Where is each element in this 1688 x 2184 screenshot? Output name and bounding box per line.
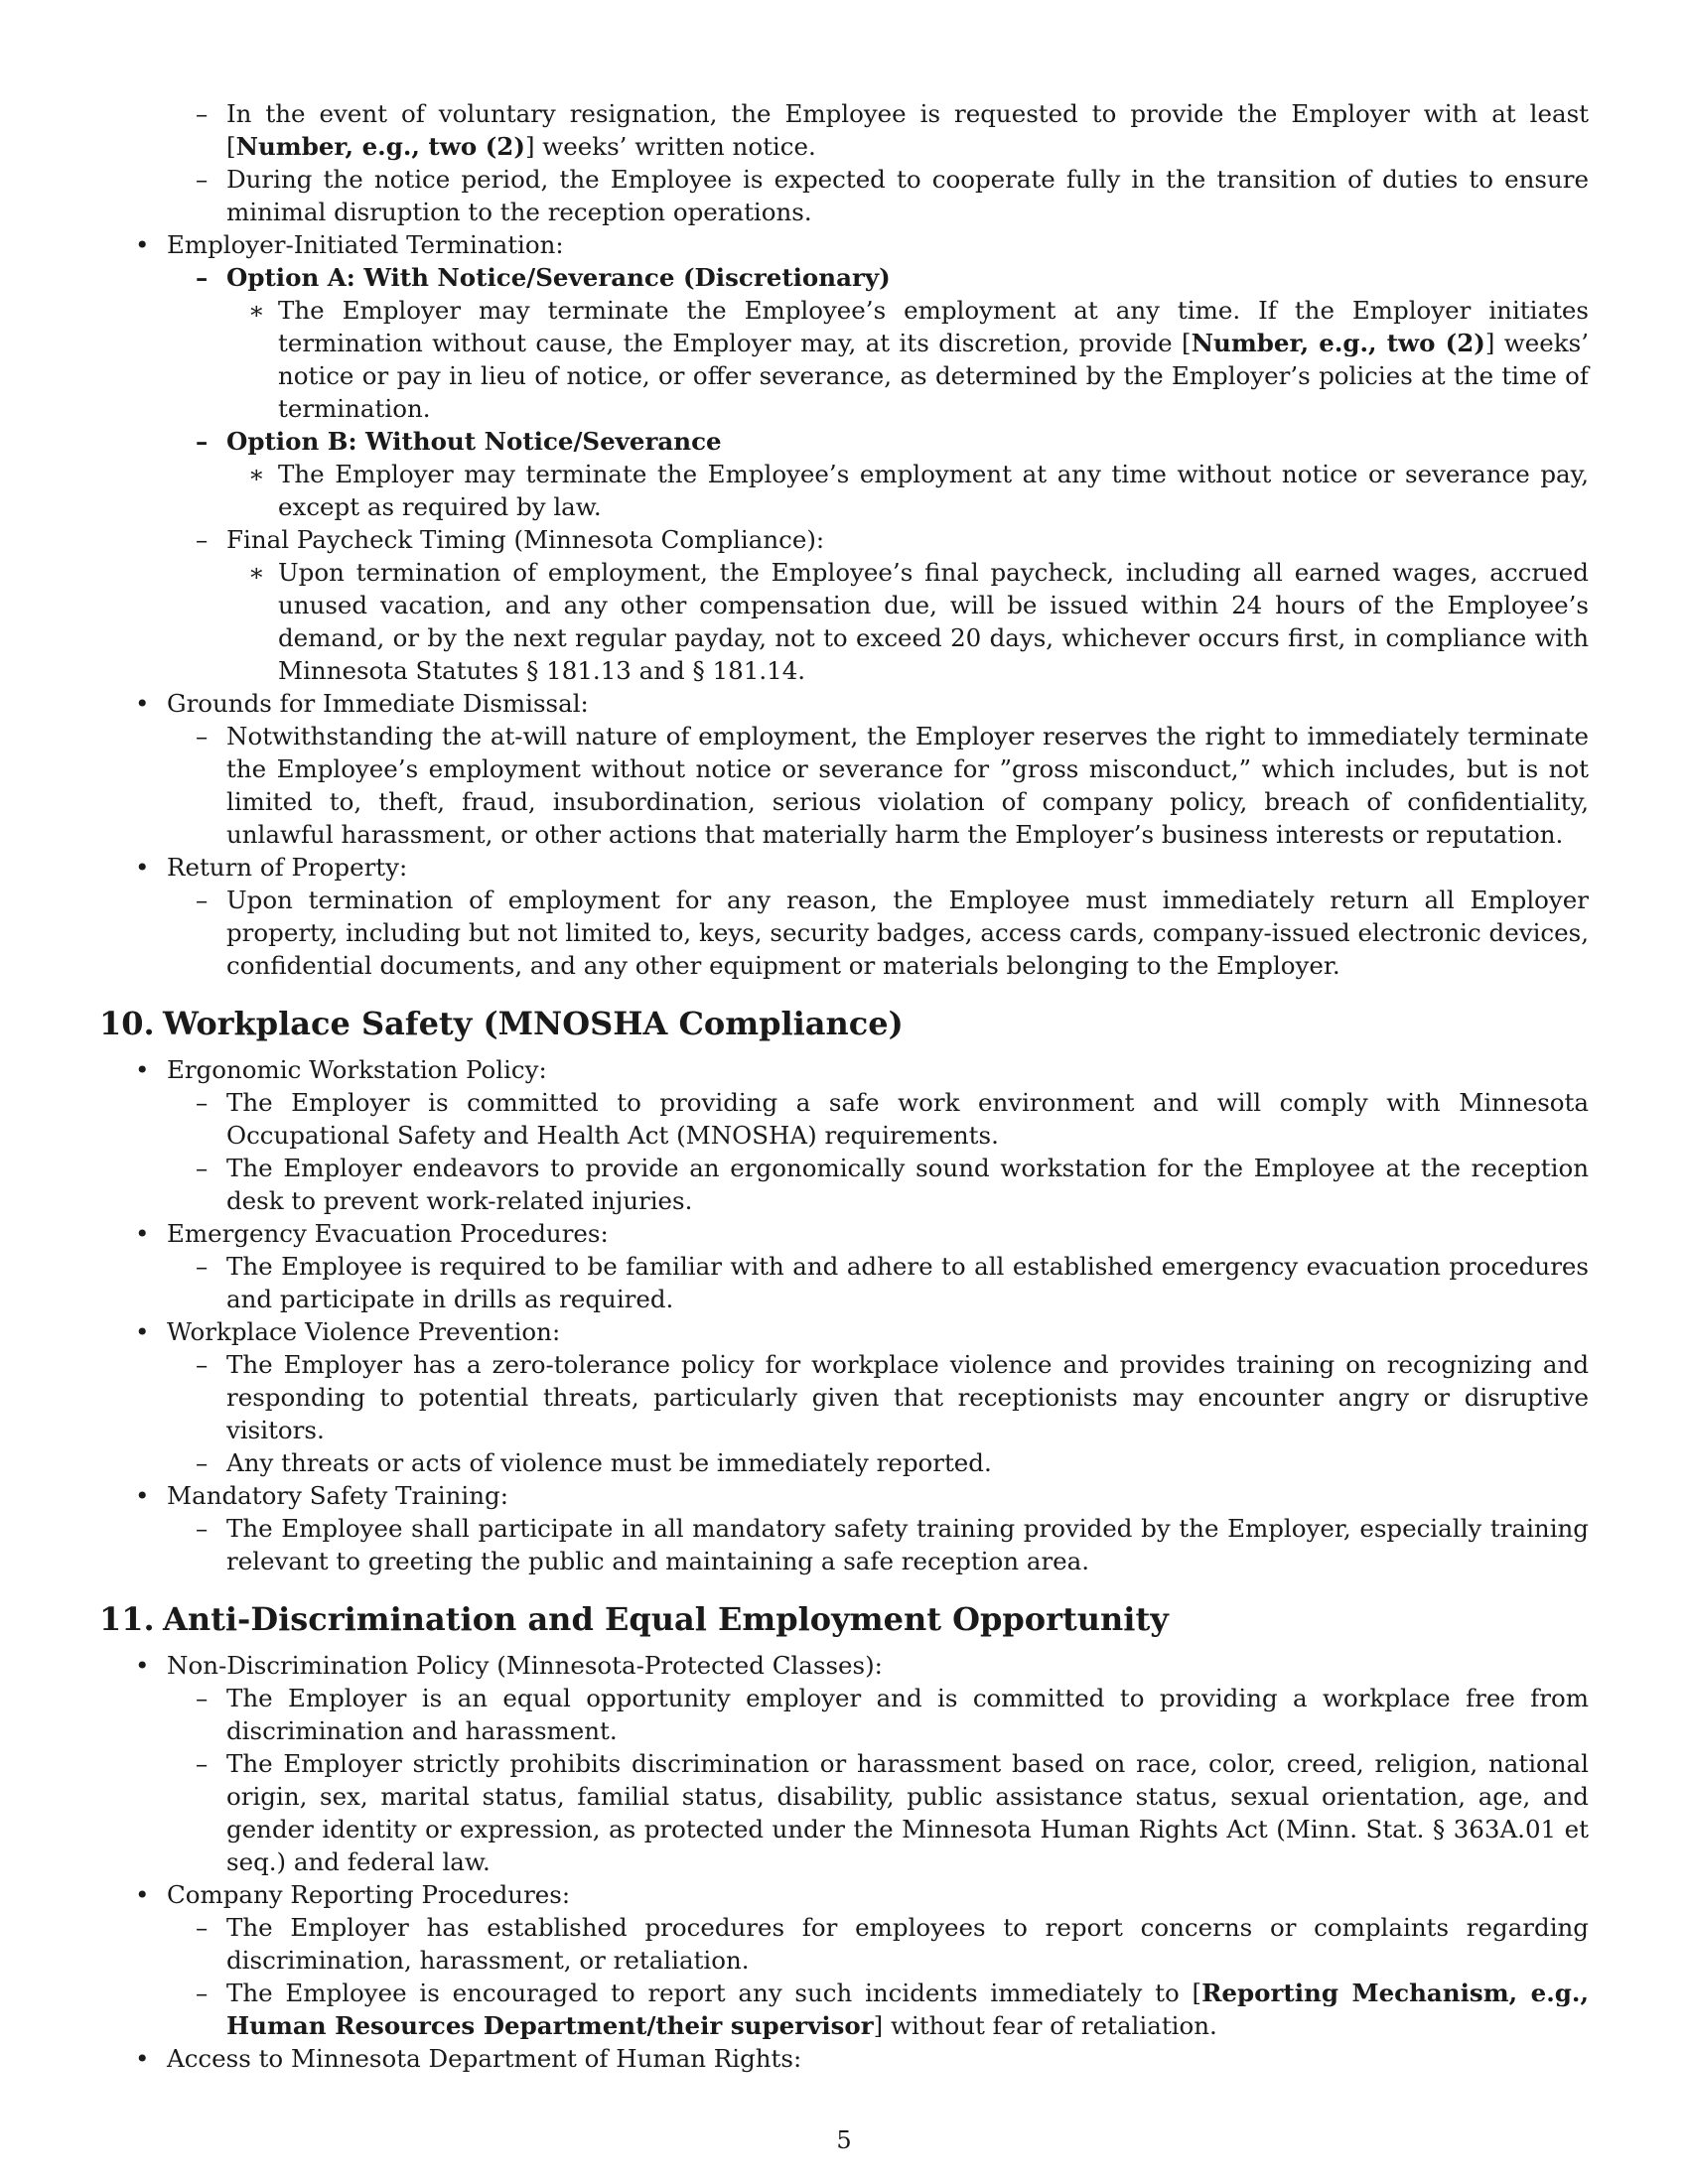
ergo-detail-2: [99, 1152, 1589, 1217]
bullet-marker: •: [135, 689, 150, 718]
training-detail-1: [99, 1512, 1589, 1577]
resignation-notice-text: In the event of voluntary resignation, the Employee is requested to provide the Employer with at least [: [226, 99, 1589, 161]
evac-item: [99, 1217, 1589, 1250]
dash-marker: –: [196, 1749, 209, 1778]
option-a-title: Option A: With Notice/Severance (Discretionary): [226, 263, 891, 292]
reporting-placeholder: Reporting Mechanism, e.g., Human Resources Department/their supervisor: [226, 1979, 1589, 2040]
nondisc-detail-2: [99, 1747, 1589, 1878]
asterisk-marker: ∗: [248, 558, 265, 587]
reporting-label: Company Reporting Procedures:: [167, 1880, 571, 1909]
employer-termination-item: [99, 228, 1589, 261]
dash-marker: –: [196, 525, 209, 554]
reporting-text-2: The Employee is encouraged to report any such incidents immediately to [: [226, 1979, 1202, 2007]
option-a-placeholder: Number, e.g., two (2): [1191, 329, 1485, 357]
nondisc-label: Non-Discrimination Policy (Minnesota-Protected Classes):: [167, 1651, 883, 1680]
resignation-notice-item: [99, 97, 1589, 163]
dash-marker: –: [196, 1350, 209, 1379]
violence-item: [99, 1315, 1589, 1348]
dash-marker: –: [196, 263, 209, 292]
section-11-heading: [99, 1599, 1589, 1639]
section-11-number: 11.: [99, 1600, 155, 1638]
property-item: [99, 851, 1589, 884]
reporting-detail-1: [99, 1911, 1589, 1977]
dash-marker: –: [196, 427, 209, 456]
mdhr-label: Access to Minnesota Department of Human Rights:: [167, 2044, 802, 2073]
bullet-marker: •: [135, 1651, 150, 1680]
option-a-text-end: ] weeks’ notice or pay in lieu of notice, or offer severance, as determined by the Employer’s policies at the time of termination.: [278, 329, 1589, 423]
dash-marker: –: [196, 1252, 209, 1281]
dash-marker: –: [196, 1448, 209, 1477]
reporting-text-1: The Employer has established procedures for employees to report concerns or complaints regarding discrimination, harassment, or retaliation.: [226, 1913, 1589, 1975]
training-text-1: The Employee shall participate in all mandatory safety training provided by the Employer, especially training relevant to greeting the public and maintaining a safe reception area.: [226, 1514, 1589, 1575]
bullet-marker: •: [135, 2044, 150, 2073]
dash-marker: –: [196, 1154, 209, 1182]
option-a-text: The Employer may terminate the Employee’s employment at any time. If the Employer initiates termination without cause, the Employer may, at its discretion, provide [: [278, 296, 1589, 357]
dash-marker: –: [196, 1684, 209, 1712]
violence-label: Workplace Violence Prevention:: [167, 1317, 561, 1346]
evac-text-1: The Employee is required to be familiar with and adhere to all established emergency evacuation procedures and participate in drills as required.: [226, 1252, 1589, 1313]
section-11-title: Anti-Discrimination and Equal Employment Opportunity: [163, 1600, 1169, 1638]
violence-detail-2: [99, 1446, 1589, 1479]
resignation-cooperate-item: [99, 163, 1589, 228]
dismissal-item: [99, 687, 1589, 720]
ergo-detail-1: [99, 1086, 1589, 1152]
dismissal-detail: [99, 720, 1589, 851]
document-page: [99, 97, 1589, 2075]
training-label: Mandatory Safety Training:: [167, 1481, 508, 1510]
bullet-marker: •: [135, 1055, 150, 1084]
evac-detail-1: [99, 1250, 1589, 1315]
violence-text-1: The Employer has a zero-tolerance policy for workplace violence and provides training on recognizing and responding to potential threats, particularly given that receptionists may encounter angry or disruptive visitors.: [226, 1350, 1589, 1444]
dash-marker: –: [196, 1514, 209, 1543]
bullet-marker: •: [135, 1481, 150, 1510]
section-10-number: 10.: [99, 1005, 155, 1042]
section-10-heading: [99, 1004, 1589, 1043]
reporting-text-2-end: ] without fear of retaliation.: [873, 2011, 1217, 2040]
asterisk-marker: ∗: [248, 460, 265, 488]
option-a-item: [99, 261, 1589, 294]
asterisk-marker: ∗: [248, 296, 265, 325]
ergo-label: Ergonomic Workstation Policy:: [167, 1055, 547, 1084]
page-number: 5: [836, 2126, 852, 2154]
bullet-marker: •: [135, 853, 150, 882]
final-paycheck-label: Final Paycheck Timing (Minnesota Compliance):: [226, 525, 825, 554]
evac-label: Emergency Evacuation Procedures:: [167, 1219, 609, 1248]
dash-marker: –: [196, 1979, 209, 2007]
nondisc-item: [99, 1649, 1589, 1682]
property-text: Upon termination of employment for any reason, the Employee must immediately return all Employer property, including but not limited to, keys, security badges, access cards, company-issued electronic devices, confidential documents, and any other equipment or materials belonging to the Employer.: [226, 886, 1589, 980]
ergo-text-2: The Employer endeavors to provide an ergonomically sound workstation for the Employee at the reception desk to prevent work-related injuries.: [226, 1154, 1589, 1215]
final-paycheck-detail: [99, 556, 1589, 687]
dash-marker: –: [196, 886, 209, 914]
violence-text-2: Any threats or acts of violence must be immediately reported.: [226, 1448, 992, 1477]
nondisc-text-1: The Employer is an equal opportunity employer and is committed to providing a workplace free from discrimination and harassment.: [226, 1684, 1589, 1745]
ergo-item: [99, 1053, 1589, 1086]
dash-marker: –: [196, 722, 209, 751]
option-a-detail: [99, 294, 1589, 425]
training-item: [99, 1479, 1589, 1512]
mdhr-item: [99, 2042, 1589, 2075]
nondisc-text-2: The Employer strictly prohibits discrimination or harassment based on race, color, creed, religion, national origin, sex, marital status, familial status, disability, public assistance status, sexual orientation, age, and gender identity or expression, as protected under the Minnesota Human Rights Act (Minn. Stat. § 363A.01 et seq.) and federal law.: [226, 1749, 1589, 1876]
option-b-text: The Employer may terminate the Employee’s employment at any time without notice or severance pay, except as required by law.: [278, 460, 1589, 521]
resignation-notice-placeholder: Number, e.g., two (2): [235, 132, 525, 161]
dash-marker: –: [196, 165, 209, 194]
option-b-detail: [99, 458, 1589, 523]
reporting-item: [99, 1878, 1589, 1911]
dash-marker: –: [196, 99, 209, 128]
bullet-marker: •: [135, 1880, 150, 1909]
resignation-notice-text-end: ] weeks’ written notice.: [524, 132, 816, 161]
section-10-title: Workplace Safety (MNOSHA Compliance): [163, 1005, 904, 1042]
bullet-marker: •: [135, 1317, 150, 1346]
property-detail: [99, 884, 1589, 982]
nondisc-detail-1: [99, 1682, 1589, 1747]
dismissal-text: Notwithstanding the at-will nature of employment, the Employer reserves the right to immediately terminate the Employee’s employment without notice or severance for ”gross misconduct,” which includes, but is not limited to, theft, fraud, insubordination, serious violation of company policy, breach of confidentiality, unlawful harassment, or other actions that materially harm the Employer’s business interests or reputation.: [226, 722, 1589, 849]
final-paycheck-text: Upon termination of employment, the Employee’s final paycheck, including all earned wages, accrued unused vacation, and any other compensation due, will be issued within 24 hours of the Employee’s demand, or by the next regular payday, not to exceed 20 days, whichever occurs first, in compliance with Minnesota Statutes § 181.13 and § 181.14.: [278, 558, 1589, 685]
final-paycheck-item: [99, 523, 1589, 556]
ergo-text-1: The Employer is committed to providing a safe work environment and will comply with Minnesota Occupational Safety and Health Act (MNOSHA) requirements.: [226, 1088, 1589, 1150]
employer-termination-label: Employer-Initiated Termination:: [167, 230, 564, 259]
bullet-marker: •: [135, 230, 150, 259]
dismissal-label: Grounds for Immediate Dismissal:: [167, 689, 589, 718]
resignation-cooperate-text: During the notice period, the Employee is expected to cooperate fully in the transition of duties to ensure minimal disruption to the reception operations.: [226, 165, 1589, 226]
option-b-item: [99, 425, 1589, 458]
property-label: Return of Property:: [167, 853, 408, 882]
bullet-marker: •: [135, 1219, 150, 1248]
dash-marker: –: [196, 1913, 209, 1942]
option-b-title: Option B: Without Notice/Severance: [226, 427, 722, 456]
dash-marker: –: [196, 1088, 209, 1117]
violence-detail-1: [99, 1348, 1589, 1446]
reporting-detail-2: [99, 1977, 1589, 2042]
